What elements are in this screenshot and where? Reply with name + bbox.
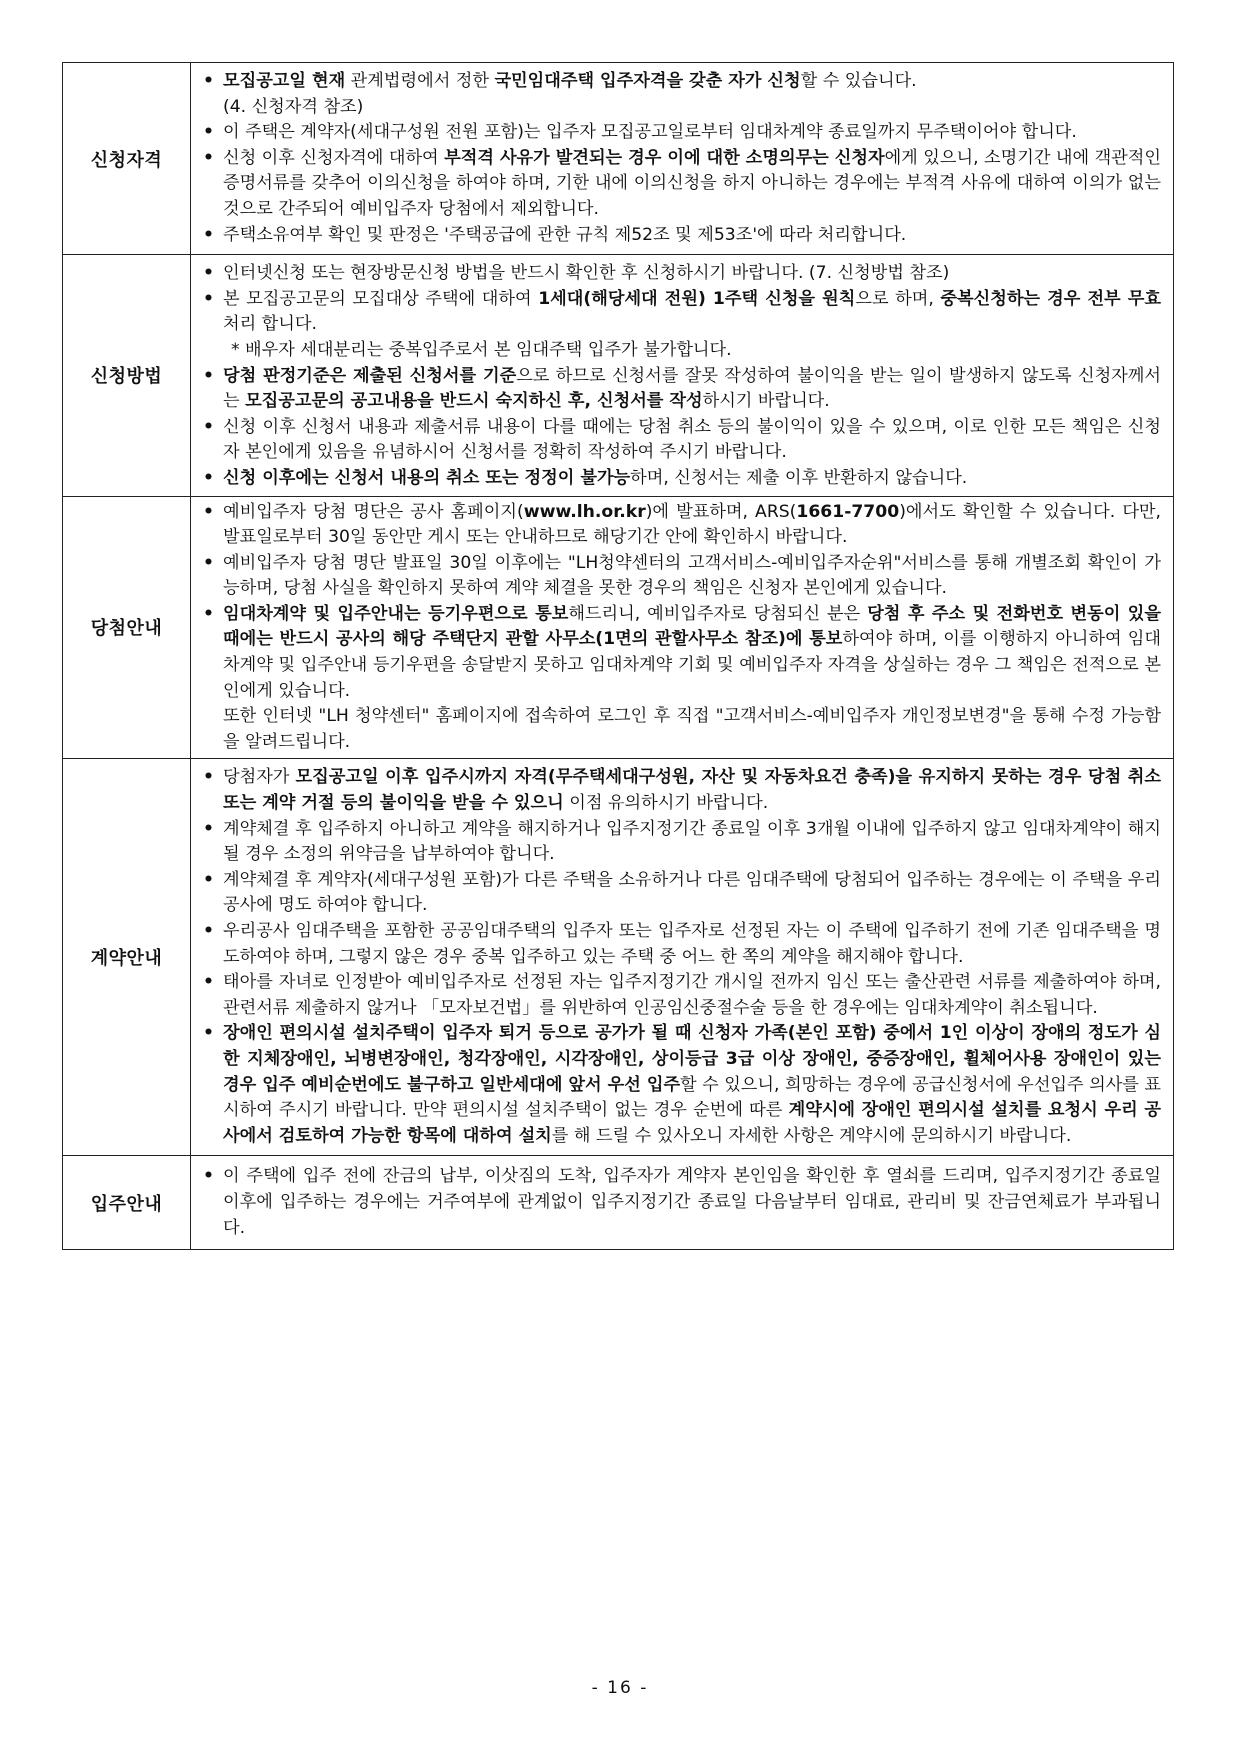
bullet-item [201, 602, 1161, 704]
bullet-icon: • [203, 921, 214, 941]
body-text: 이 주택에 입주 전에 잔금의 납부, 이삿짐의 도착, 입주자가 계약자 본인임을 확인한 후 열쇠를 드리며, 입주지정기간 종료일 이후에 입주하는 경우에는 거주여부에 관계없이 입주지정기간 종료일 다음날부터 임대료, 관리비 및 잔금연체료가 부과됩니다. [223, 1166, 1161, 1238]
bullet-item [201, 765, 1161, 816]
section-row-contract-notice [63, 759, 1174, 1156]
bullet-icon: • [203, 501, 214, 522]
section-content [191, 759, 1174, 1156]
bullet-item [201, 919, 1161, 970]
bullet-item [201, 415, 1161, 466]
emphasis-text: 중복신청하는 경우 전부 무효 [940, 288, 1161, 309]
emphasis-text: 계약시에 장애인 편의시설 설치를 요청시 우리 공사에서 검토하여 가능한 항목에 대하여 설치 [223, 1100, 1161, 1146]
bullet-icon: • [203, 263, 214, 284]
body-text: 인터넷신청 또는 현장방문신청 방법을 반드시 확인한 후 신청하시기 바랍니다. (7. 신청방법 참조) [223, 263, 950, 284]
note-text [201, 704, 1161, 755]
bullet-item [201, 466, 1161, 492]
emphasis-text: 모집공고일 현재 [223, 71, 346, 91]
body-text: 를 해 드릴 수 있사오니 자세한 사항은 계약시에 문의하시기 바랍니다. [551, 1125, 1072, 1146]
body-text: 태아를 자녀로 인정받아 예비입주자로 선정된 자는 입주지정기간 개시일 전까지 임신 또는 출산관련 서류를 제출하여야 하며, 관련서류 제출하지 않거나 「모자보건법」를 위반하여 인공임신중절수술 등을 한 경우에는 임대차계약이 취소됩니다. [223, 972, 1161, 1018]
bullet-item [201, 970, 1161, 1021]
body-text: 본 모집공고문의 모집대상 주택에 대하여 [223, 288, 539, 309]
body-text: )에 발표하며, ARS( [645, 501, 797, 522]
bullet-item [201, 120, 1161, 146]
notice-table [62, 62, 1174, 1250]
body-text: 계약체결 후 입주하지 아니하고 계약을 해지하거나 입주지정기간 종료일 이후 3개월 이내에 입주하지 않고 임대차계약이 해지될 경우 소정의 위약금을 납부하여야 합니다. [223, 818, 1161, 865]
bullet-icon: • [203, 818, 214, 839]
section-row-winner-notice [63, 496, 1174, 759]
bullet-item [201, 868, 1161, 919]
section-content [191, 63, 1174, 255]
emphasis-text: 1661-7700 [796, 501, 900, 522]
emphasis-text: 당첨 판정기준은 제출된 신청서를 기준 [223, 365, 517, 386]
bullet-icon: • [203, 365, 214, 386]
body-text: 할 수 있습니다. [800, 71, 917, 91]
section-content [191, 255, 1174, 496]
bullet-item [201, 146, 1161, 223]
emphasis-text: 임대차계약 및 입주안내는 등기우편으로 통보 [223, 603, 569, 624]
emphasis-text: 모집공고문의 공고내용을 반드시 숙지하신 후, 신청서를 작성 [245, 391, 703, 412]
body-text: 이점 유의하시기 바랍니다. [563, 793, 769, 814]
bullet-item [201, 817, 1161, 868]
bullet-icon: • [203, 1166, 214, 1187]
bullet-item [201, 69, 1161, 95]
bullet-item [201, 1164, 1161, 1241]
bullet-icon: • [203, 467, 214, 488]
emphasis-text: www.lh.or.kr [523, 501, 646, 522]
section-row-eligibility [63, 63, 1174, 255]
emphasis-text: 국민임대주택 입주자격을 갖춘 자가 신청 [494, 71, 801, 91]
bullet-icon: • [203, 71, 214, 91]
bullet-icon: • [203, 1023, 214, 1044]
body-text: )에서도 확인할 수 있습니다. 다만, 발표일로부터 30일 동안만 게시 또는 안내하므로 해당기간 안에 확인하시 바랍니다. [223, 501, 1161, 548]
bullet-icon: • [203, 603, 214, 624]
body-text: 또한 인터넷 "LH 청약센터" 홈페이지에 접속하여 로그인 후 직접 "고객서비스-예비입주자 개인정보변경"을 통해 수정 가능함을 알려드립니다. [223, 706, 1161, 752]
emphasis-text: 당첨 후 주소 및 전화번호 변동이 있을 때에는 반드시 공사의 해당 주택단지 관할 사무소(1면의 관할사무소 참조)에 통보 [223, 603, 1161, 650]
bullet-item [201, 261, 1161, 287]
body-text: 신청 이후 신청서 내용과 제출서류 내용이 다를 때에는 당첨 취소 등의 불이익이 있을 수 있으며, 이로 인한 모든 책임은 신청자 본인에게 있음을 유념하시어 신청서를 정확히 작성하여 주시기 바랍니다. [223, 416, 1161, 463]
bullet-icon: • [203, 552, 214, 573]
emphasis-text: 신청 이후에는 신청서 내용의 취소 또는 정정이 불가능 [223, 467, 631, 488]
bullet-icon: • [203, 288, 214, 309]
emphasis-text: 장애인 편의시설 설치주택이 입주자 퇴거 등으로 공가가 될 때 신청자 가족(본인 포함) 중에서 1인 이상이 장애의 정도가 심한 지체장애인, 뇌병변장애인, 청각장애인, 시각장애인, 상이등급 3급 이상 장애인, 중증장애인, 휠체어사용 장애인이 있는 경우 입주 예비순번에도 불구하고 일반세대에 앞서 우선 입주 [223, 1023, 1161, 1095]
note-text [201, 95, 1161, 121]
body-text: 우리공사 임대주택을 포함한 공공임대주택의 입주자 또는 입주자로 선정된 자는 이 주택에 입주하기 전에 기존 임대주택을 명도하여야 하며, 그렇지 않은 경우 중복 입주하고 있는 주택 중 어느 한 쪽의 계약을 해지해야 합니다. [223, 921, 1161, 967]
body-text: 신청 이후 신청자격에 대하여 [223, 147, 445, 168]
bullet-item [201, 500, 1161, 551]
body-text: 예비입주자 당첨 명단은 공사 홈페이지( [223, 501, 524, 522]
bullet-item [201, 223, 1161, 249]
emphasis-text: 1세대(해당세대 전원) 1주택 신청을 원칙 [538, 288, 856, 309]
section-label: 신청방법 [63, 255, 191, 496]
body-text: 으로 하며, [855, 288, 941, 309]
bullet-item [201, 551, 1161, 602]
emphasis-text: 부적격 사유가 발견되는 경우 이에 대한 소명의무는 신청자 [444, 147, 885, 168]
bullet-icon: • [203, 122, 214, 143]
body-text: 으로 하므로 신청서를 잘못 작성하여 불이익을 받는 일이 발생하지 않도록 신청자께서는 [223, 365, 1161, 412]
body-text: 당첨자가 [223, 767, 296, 788]
body-text: 계약체결 후 계약자(세대구성원 포함)가 다른 주택을 소유하거나 다른 임대주택에 당첨되어 입주하는 경우에는 이 주택을 우리공사에 명도 하여야 합니다. [223, 869, 1161, 916]
emphasis-text: 모집공고일 이후 입주시까지 자격(무주택세대구성원, 자산 및 자동차요건 충족)을 유지하지 못하는 경우 당첨 취소 또는 계약 거절 등의 불이익을 받을 수 있으니 [223, 767, 1161, 814]
section-label: 입주안내 [63, 1156, 191, 1250]
bullet-icon: • [203, 147, 214, 168]
body-text: 처리 합니다. [223, 314, 317, 335]
body-text: 해드리니, 예비입주자로 당첨되신 분은 [568, 603, 868, 624]
body-text: 하시기 바랍니다. [702, 391, 830, 412]
note-text [201, 338, 1161, 364]
section-label: 당첨안내 [63, 496, 191, 759]
section-row-move-in-notice [63, 1156, 1174, 1250]
section-label: 신청자격 [63, 63, 191, 255]
bullet-icon: • [203, 869, 214, 890]
bullet-icon: • [203, 972, 214, 993]
section-content [191, 1156, 1174, 1250]
body-text: 주택소유여부 확인 및 판정은 '주택공급에 관한 규칙 제52조 및 제53조'에 따라 처리합니다. [223, 224, 907, 245]
bullet-item [201, 1021, 1161, 1149]
page-number: - 16 - [591, 1678, 649, 1698]
body-text: (4. 신청자격 참조) [223, 96, 364, 117]
body-text: 할 수 있으니, 희망하는 경우에 공급신청서에 우선입주 의사를 표시하여 주시기 바랍니다. 만약 편의시설 설치주택이 없는 경우 순번에 따른 [223, 1074, 1161, 1121]
bullet-icon: • [203, 416, 214, 437]
body-text: 관계법령에서 정한 [345, 71, 495, 91]
section-label: 계약안내 [63, 759, 191, 1156]
body-text: 예비입주자 당첨 명단 발표일 30일 이후에는 "LH청약센터의 고객서비스-예비입주자순위"서비스를 통해 개별조회 확인이 가능하며, 당첨 사실을 확인하지 못하여 계약 체결을 못한 경우의 책임은 신청자 본인에게 있습니다. [223, 552, 1161, 599]
body-text: 에게 있으니, 소명기간 내에 객관적인 증명서류를 갖추어 이의신청을 하여야 하며, 기한 내에 이의신청을 하지 아니하는 경우에는 부적격 사유에 대하여 이의가 없는 것으로 간주되어 예비입주자 당첨에서 제외합니다. [223, 147, 1161, 219]
section-content [191, 496, 1174, 759]
bullet-icon: • [203, 767, 214, 788]
body-text: 하며, 신청서는 제출 이후 반환하지 않습니다. [630, 467, 968, 488]
section-row-application-method [63, 255, 1174, 496]
body-text: 이 주택은 계약자(세대구성원 전원 포함)는 입주자 모집공고일로부터 임대차계약 종료일까지 무주택이어야 합니다. [223, 122, 1077, 143]
body-text: * 배우자 세대분리는 중복입주로서 본 임대주택 입주가 불가합니다. [231, 339, 732, 360]
bullet-icon: • [203, 224, 214, 245]
bullet-item [201, 364, 1161, 415]
bullet-item [201, 287, 1161, 338]
body-text: 하여야 하며, 이를 이행하지 아니하여 임대차계약 및 입주안내 등기우편을 송달받지 못하고 임대차계약 기회 및 예비입주자 자격을 상실하는 경우 그 책임은 전적으로 본인에게 있습니다. [223, 629, 1161, 701]
